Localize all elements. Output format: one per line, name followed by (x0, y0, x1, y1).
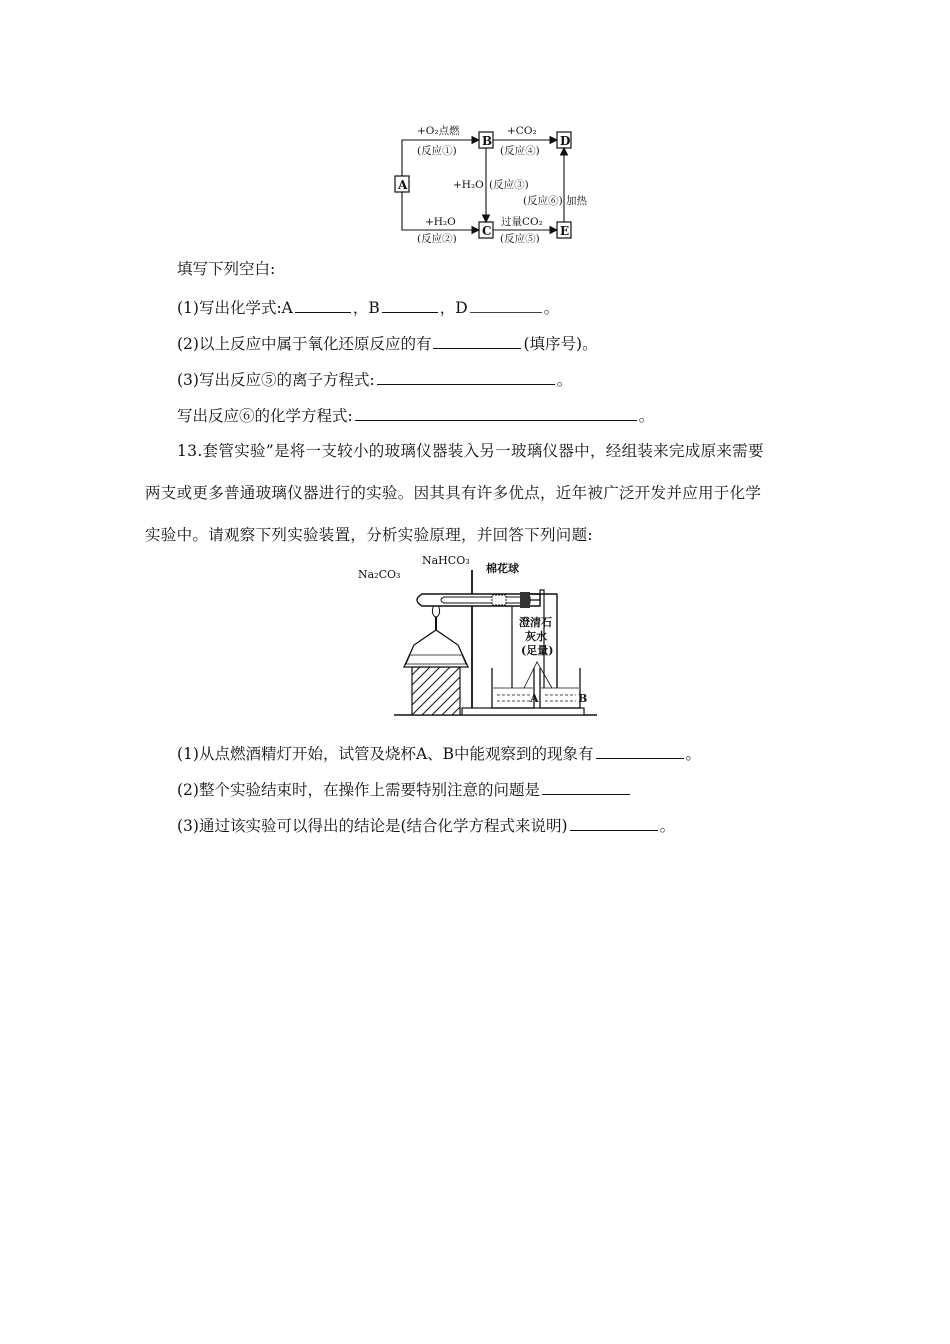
edge-b-c-reagent: +H₂O (453, 179, 484, 191)
q12-part3-prefix: (3)写出反应⑤的离子方程式: (177, 371, 375, 389)
edge-a-c-reaction: (反应②) (417, 233, 457, 243)
edge-a-b-reaction: (反应①) (417, 145, 457, 157)
q12-part2-prefix: (2)以上反应中属于氧化还原反应的有 (177, 335, 432, 353)
node-e-label: E (560, 224, 570, 238)
q13-part3-prefix: (3)通过该实验可以得出的结论是(结合化学方程式来说明) (177, 817, 568, 835)
label-limewater-3: (足量) (521, 644, 554, 657)
edge-b-d-reaction: (反应④) (500, 145, 540, 157)
edge-b-d-reagent: +CO₂ (507, 125, 537, 137)
q12-part3-end: 。 (556, 371, 573, 389)
node-b-label: B (482, 134, 493, 148)
answer-blank-redox[interactable] (433, 332, 521, 349)
q12-part1 (177, 296, 559, 319)
q13-part1 (177, 742, 701, 765)
inner-test-tube (441, 597, 530, 603)
nested-tube-apparatus-diagram (352, 550, 602, 720)
q13-part1-end: 。 (685, 745, 702, 763)
answer-blank-phenomena[interactable] (596, 742, 684, 759)
limewater-pointer (524, 662, 552, 688)
answer-blank-d[interactable] (470, 296, 542, 313)
label-na2co3: Na₂CO₃ (358, 568, 401, 581)
label-beaker-a: A (530, 692, 539, 705)
answer-blank-conclusion[interactable] (570, 814, 658, 831)
edge-c-e-reaction: (反应⑤) (500, 233, 540, 243)
q13-part3-end: 。 (659, 817, 676, 835)
q12-part4-prefix: 写出反应⑥的化学方程式: (177, 407, 353, 425)
answer-blank-b[interactable] (382, 296, 438, 313)
label-cotton-ball: 棉花球 (486, 562, 519, 575)
q13-part3 (177, 814, 675, 837)
q12-part2 (177, 332, 598, 355)
q12-part4-end: 。 (638, 407, 655, 425)
q13-line3: 实验中。请观察下列实验装置，分析实验原理，并回答下列问题: (145, 526, 593, 544)
q12-part2-suffix: (填序号)。 (523, 335, 598, 353)
label-nahco3: NaHCO₃ (422, 554, 470, 567)
answer-blank-a[interactable] (295, 296, 351, 313)
cotton-ball (492, 595, 506, 605)
q12-intro: 填写下列空白: (177, 260, 276, 278)
q12-part1-b: ，B (352, 299, 380, 317)
answer-blank-ionic-equation[interactable] (377, 368, 555, 385)
label-limewater-2: 灰水 (525, 630, 547, 643)
q13-part2 (177, 778, 632, 801)
q12-part3 (177, 368, 572, 391)
label-limewater-1: 澄清石 (519, 616, 552, 629)
edge-e-d-reaction: (反应⑥) (523, 195, 563, 207)
q12-part1-d: ，D (439, 299, 468, 317)
label-beaker-b: B (578, 692, 588, 705)
node-a-label: A (398, 178, 408, 192)
answer-blank-chemical-equation[interactable] (355, 404, 637, 421)
q12-part1-prefix: (1)写出化学式:A (177, 299, 293, 317)
edge-e-d-reagent: 加热 (566, 195, 587, 207)
edge-a-b-reagent: +O₂点燃 (417, 125, 460, 137)
q13-line2: 两支或更多普通玻璃仪器进行的实验。因其具有许多优点，近年被广泛开发并应用于化学 (145, 484, 762, 502)
q12-part4 (177, 404, 654, 427)
alcohol-lamp (404, 630, 468, 667)
edge-a-c-reagent: +H₂O (425, 216, 456, 228)
node-c-label: C (482, 224, 492, 238)
edge-b-c-reaction: (反应③) (489, 179, 529, 191)
q13-line1: 13.套管实验”是将一支较小的玻璃仪器装入另一玻璃仪器中，经组装来完成原来需要 (177, 442, 764, 460)
q13-part2-prefix: (2)整个实验结束时，在操作上需要特别注意的问题是 (177, 781, 540, 799)
reaction-flow-diagram (385, 118, 595, 243)
answer-blank-caution[interactable] (542, 778, 630, 795)
q12-part1-end: 。 (543, 299, 560, 317)
edge-c-e-reagent: 过量CO₂ (501, 216, 543, 228)
stopper (520, 592, 530, 608)
q13-part1-prefix: (1)从点燃酒精灯开始，试管及烧杯A、B中能观察到的现象有 (177, 745, 594, 763)
iron-stand-base (462, 708, 584, 715)
node-d-label: D (560, 134, 571, 148)
